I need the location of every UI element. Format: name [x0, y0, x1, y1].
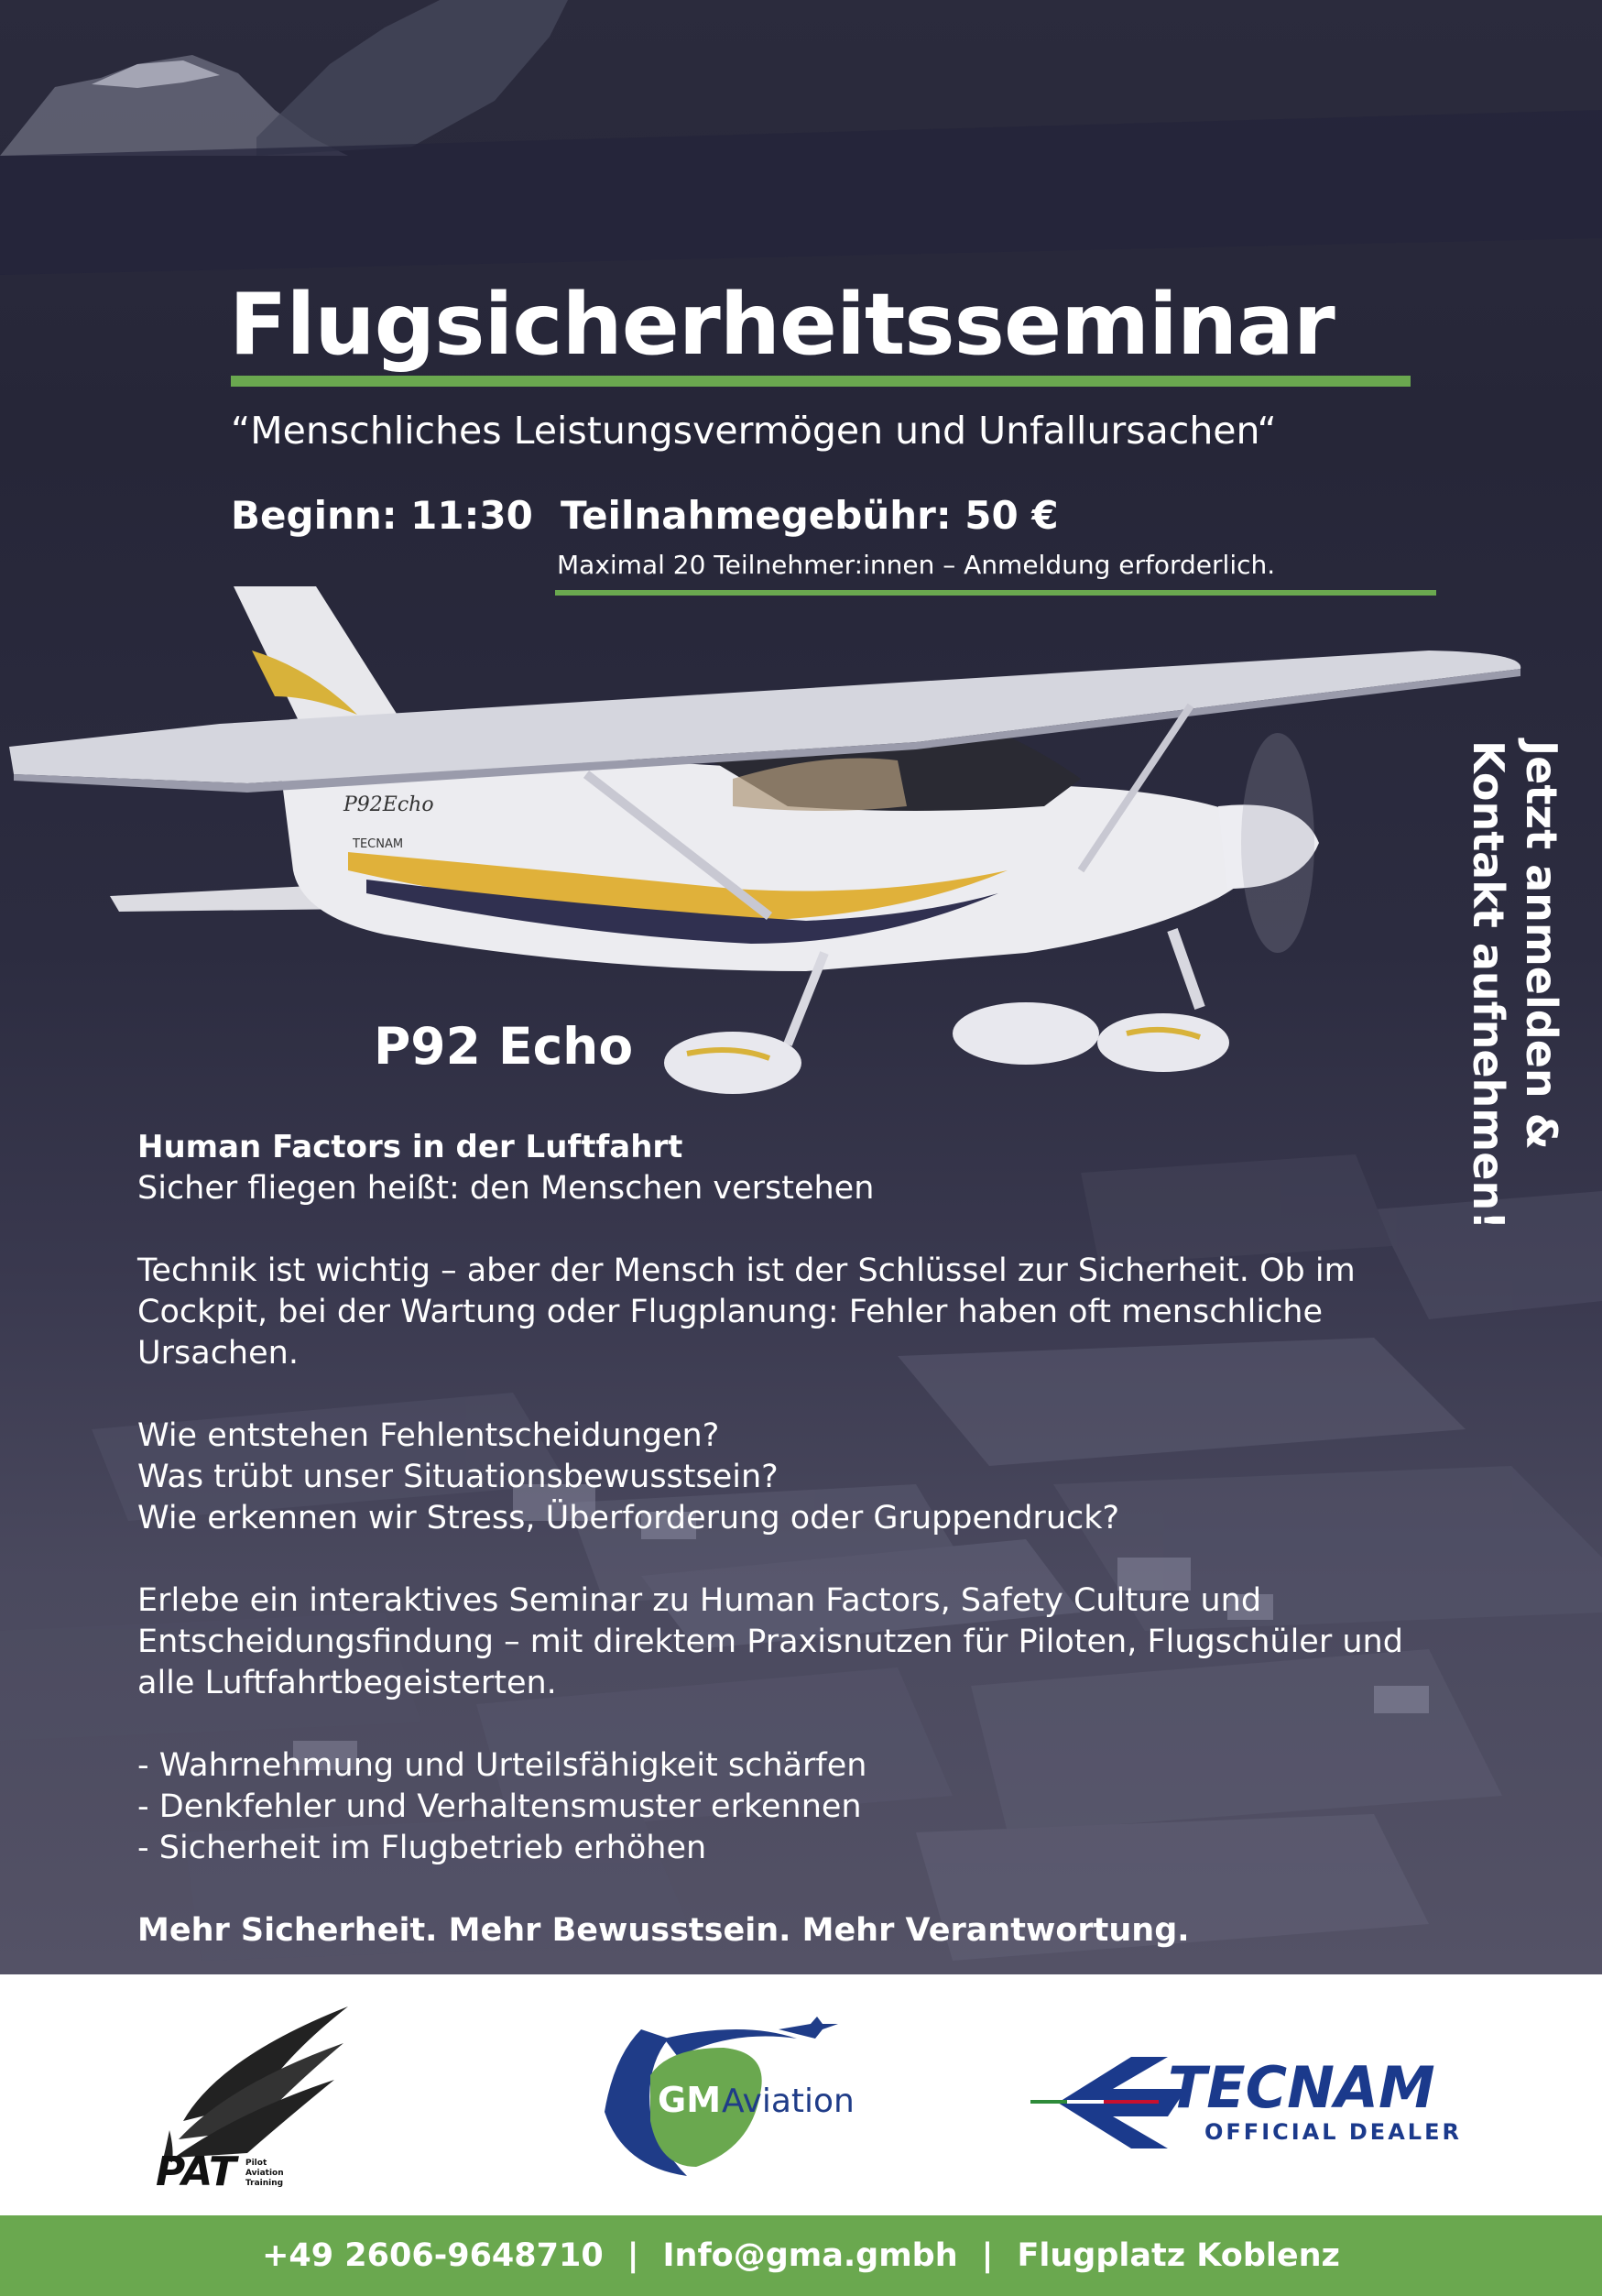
bullet-item: - Denkfehler und Verhaltensmuster erkennen: [137, 1788, 862, 1825]
seminar-subtitle: “Menschliches Leistungsvermögen und Unfallursachen“: [231, 409, 1277, 453]
plane-brand-marking: TECNAM: [353, 837, 404, 851]
separator: |: [981, 2237, 994, 2274]
plane-tail-marking: P92Echo: [343, 793, 434, 816]
email-address[interactable]: Info@gma.gmbh: [662, 2237, 958, 2274]
gm-aviation-logo: [586, 2011, 898, 2185]
location: Flugplatz Koblenz: [1017, 2237, 1340, 2274]
pat-logo: [147, 2002, 366, 2194]
tecnam-sub: OFFICIAL DEALER: [1204, 2119, 1462, 2145]
closing-statement: Mehr Sicherheit. Mehr Bewusstsein. Mehr Verantwortung.: [137, 1912, 1190, 1949]
cta-line-1: Jetzt anmelden &: [1517, 740, 1566, 1150]
gm-text: GM: [658, 2080, 722, 2120]
separator: |: [627, 2237, 639, 2274]
question-item: Wie erkennen wir Stress, Überforderung oder Gruppendruck?: [137, 1500, 1120, 1536]
bullet-item: - Wahrnehmung und Urteilsfähigkeit schärfen: [137, 1747, 867, 1784]
contact-footer: [0, 2215, 1602, 2296]
gm-aviation-text: Aviation: [722, 2083, 855, 2120]
cta-line-2: Kontakt aufnehmen!: [1464, 740, 1513, 1230]
tagline: Sicher fliegen heißt: den Menschen verstehen: [137, 1170, 875, 1207]
description-paragraph: Erlebe ein interaktives Seminar zu Human Factors, Safety Culture und Entscheidungsfindung – mit direktem Praxisnutzen für Piloten, Flugschüler und alle Luftfahrtbegeisterten.: [137, 1582, 1403, 1701]
page-title: Flugsicherheitsseminar: [229, 275, 1335, 374]
cta-vertical: [1458, 740, 1568, 1253]
partner-logos: [0, 1974, 1602, 2213]
pat-sub-2: Aviation: [245, 2169, 284, 2178]
tecnam-logo: [1030, 2052, 1507, 2153]
intro-paragraph: Technik ist wichtig – aber der Mensch ist der Schlüssel zur Sicherheit. Ob im Cockpit, bei der Wartung oder Flugplanung: Fehler haben oft menschliche Ursachen.: [137, 1252, 1356, 1372]
pat-name: PAT: [156, 2148, 237, 2194]
section-heading: Human Factors in der Luftfahrt: [137, 1129, 683, 1165]
start-time: Beginn: 11:30: [231, 493, 533, 538]
pat-sub-1: Pilot: [245, 2159, 267, 2168]
participant-limit: Maximal 20 Teilnehmer:innen – Anmeldung erforderlich.: [557, 550, 1276, 580]
question-item: Was trübt unser Situationsbewusstsein?: [137, 1459, 779, 1495]
seminar-body: [137, 1127, 1466, 1952]
participation-fee: Teilnahmegebühr: 50 €: [561, 493, 1059, 538]
tecnam-name: TECNAM: [1168, 2054, 1435, 2121]
aircraft-model-label: P92 Echo: [374, 1017, 634, 1076]
question-item: Wie entstehen Fehlentscheidungen?: [137, 1417, 720, 1454]
pat-sub-3: Training: [245, 2179, 284, 2188]
airplane-image: [0, 568, 1557, 1136]
bullet-item: - Sicherheit im Flugbetrieb erhöhen: [137, 1830, 707, 1866]
title-underline: [231, 376, 1411, 387]
phone-number[interactable]: +49 2606-9648710: [262, 2237, 604, 2274]
